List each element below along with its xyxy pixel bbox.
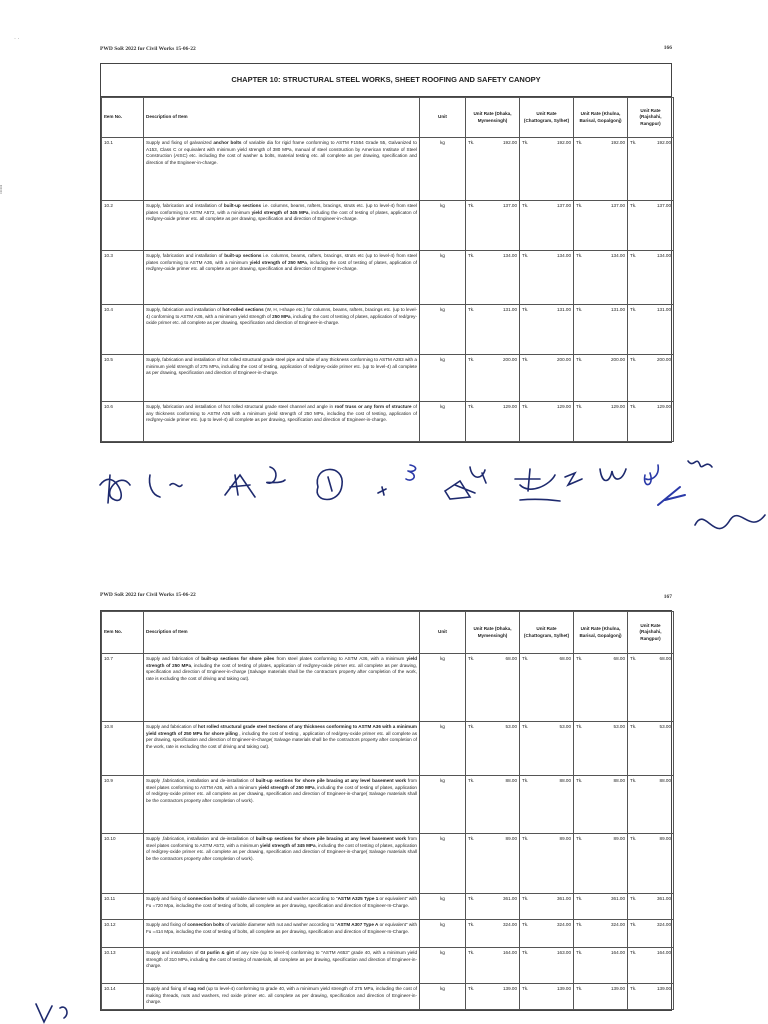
- item-description: [144, 920, 420, 948]
- currency-label: Tk.: [466, 984, 478, 1010]
- unit-rate: 139.00: [640, 984, 674, 1010]
- currency-label: Tk.: [628, 776, 640, 834]
- table-row: [102, 776, 674, 834]
- unit-rate: 68.00: [532, 654, 574, 722]
- desc-text: Supply and fabrication of: [146, 656, 202, 661]
- currency-label: Tk.: [574, 894, 586, 920]
- desc-text: Supply and installation of: [146, 950, 201, 955]
- desc-text: Supply and fixing of: [146, 896, 188, 901]
- item-description: [144, 722, 420, 776]
- item-number: 10.11: [102, 894, 144, 920]
- desc-text: Supply and fabrication of: [146, 724, 198, 729]
- desc-text: of any thickness conforming to ASTM A36 with a minimum yield strength of 250 MPa, including the cost of testing, application of red/grey-oxide primer etc. (up to level-4) all complete as per drawing, specification and direction of Engineer-in-charge.: [146, 404, 417, 423]
- currency-label: Tk.: [520, 948, 532, 984]
- currency-label: Tk.: [466, 305, 478, 355]
- desc-text: Supply, fabrication and installation of: [146, 203, 224, 208]
- item-number: 10.12: [102, 920, 144, 948]
- item-number: 10.2: [102, 201, 144, 251]
- col-rate-khulna: Unit Rate (Khulna, Barisal, Gopalgonj): [574, 98, 628, 138]
- desc-text: from steel plates conforming to ASTM A572, with a minimum: [146, 836, 417, 848]
- currency-label: Tk.: [574, 722, 586, 776]
- currency-label: Tk.: [520, 654, 532, 722]
- col-description: Description of Item: [144, 98, 420, 138]
- desc-text: i.e. columns, beams, rafters, bracings, struts etc. (up to level-4) from steel plates conforming to ASTM A572, with a minimum: [146, 203, 417, 215]
- currency-label: Tk.: [574, 251, 586, 305]
- unit-rate: 131.00: [640, 305, 674, 355]
- currency-label: Tk.: [520, 355, 532, 402]
- desc-text: , including the cost of testing of plates, application of red/grey-oxide primer etc. all complete as per drawing, specification and direction of Engineer-in-charge( Salvage materials shall be the contractors property after completion of work).: [146, 842, 417, 861]
- unit-rate: 200.00: [586, 355, 628, 402]
- unit-rate: 164.00: [586, 948, 628, 984]
- desc-text: , including the cost of testing of plates, application of red/grey-oxide primer etc. all complete as per drawing, specification and direction of Engineer-in-charge( Salvage materials shall be the contractors property after completion of work).: [146, 784, 417, 803]
- unit-rate: 129.00: [586, 402, 628, 442]
- currency-label: Tk.: [520, 776, 532, 834]
- item-description: [144, 355, 420, 402]
- col-rate-chattogram: Unit Rate (Chattogram, Sylhet): [520, 98, 574, 138]
- unit-rate: 53.00: [478, 722, 520, 776]
- unit-rate: 192.00: [478, 138, 520, 201]
- desc-bold: hot rolled structural grade steel Sections of any thickness conforming to ASTM A36 with a minimum yield strength of 250 MPa for shore piling: [146, 724, 417, 736]
- item-description: [144, 201, 420, 251]
- col-rate-dhaka: Unit Rate (Dhaka, Mymensingh): [466, 612, 520, 654]
- currency-label: Tk.: [628, 722, 640, 776]
- desc-text: of variable dia for rigid frame conforming to ASTM F1554 Grade 55, Galvanized to A153, Class C or equivalent with minimum yield strength of 380 MPa, manual of steel construction by American Institute of Steel Construction (AISC) etc. including the cost of washer & bolts, material testing etc. all complete as per drawing, specification and direction of the Engineer-in-charge.: [146, 140, 417, 165]
- desc-text: i.e. columns, beams, rafters, bracings, struts etc (up to level-4) from steel plates conforming to ASTM A36, with a minimum: [146, 253, 418, 265]
- col-unit: Unit: [420, 612, 466, 654]
- rate-table: [101, 611, 674, 1010]
- currency-label: Tk.: [466, 251, 478, 305]
- desc-text: , including the cost of testing of plates, application of red/grey-oxide primer etc. all complete as per drawing, specification and direction of Engineer-in-charge.: [146, 313, 417, 326]
- item-unit: kg: [420, 894, 466, 920]
- schedule-table-frame: [100, 63, 672, 443]
- table-row: [102, 355, 674, 402]
- currency-label: Tk.: [520, 201, 532, 251]
- item-unit: kg: [420, 654, 466, 722]
- currency-label: Tk.: [628, 894, 640, 920]
- desc-bold: anchor bolts: [213, 140, 242, 145]
- desc-bold: yield strength of 345 MPa: [251, 209, 309, 215]
- item-unit: kg: [420, 984, 466, 1010]
- unit-rate: 324.00: [532, 920, 574, 948]
- desc-text: of variable diameter with nut and washer according to ": [224, 922, 338, 927]
- currency-label: Tk.: [520, 834, 532, 894]
- scan-edge-mark: ⸽: [0, 185, 3, 194]
- item-description: [144, 834, 420, 894]
- unit-rate: 88.00: [640, 776, 674, 834]
- unit-rate: 131.00: [478, 305, 520, 355]
- rate-table: [101, 97, 674, 442]
- currency-label: Tk.: [466, 948, 478, 984]
- col-rate-chattogram: Unit Rate (Chattogram, Sylhet): [520, 612, 574, 654]
- desc-text: Supply and fixing of: [146, 986, 189, 991]
- item-unit: kg: [420, 201, 466, 251]
- signatures: [90, 455, 768, 560]
- desc-bold: connection bolts: [187, 922, 225, 927]
- unit-rate: 68.00: [640, 654, 674, 722]
- currency-label: Tk.: [628, 355, 640, 402]
- unit-rate: 192.00: [640, 138, 674, 201]
- desc-text: (W, H, I-shape etc.) for columns, beams, rafters, bracings etc. (up to level-4) conforming to ASTM A36, with a minimum yield strength of: [146, 307, 418, 319]
- currency-label: Tk.: [628, 948, 640, 984]
- desc-bold: built-up sections for shore piles: [201, 656, 275, 661]
- unit-rate: 137.00: [478, 201, 520, 251]
- col-rate-rajshahi: Unit Rate (Rajshahi, Rangpur): [628, 98, 674, 138]
- unit-rate: 139.00: [478, 984, 520, 1010]
- unit-rate: 200.00: [532, 355, 574, 402]
- unit-rate: 89.00: [532, 834, 574, 894]
- currency-label: Tk.: [466, 920, 478, 948]
- unit-rate: 192.00: [586, 138, 628, 201]
- page-number: 166: [663, 45, 672, 51]
- desc-text: Supply, fabrication and installation of hot rolled structural grade steel pipe and tube of any thickness conforming to ASTM A283 with a minimum yield strength of 275 MPa, including the cost of testing, application of red/grey-oxide primer etc. (up to level-4) all complete as per drawing, specification and direction of Engineer-in-charge.: [146, 357, 417, 376]
- currency-label: Tk.: [466, 654, 478, 722]
- desc-bold: connection bolts: [187, 896, 225, 901]
- unit-rate: 88.00: [586, 776, 628, 834]
- item-description: [144, 402, 420, 442]
- desc-text: of variable diameter with nut and washer according to ": [224, 896, 338, 901]
- currency-label: Tk.: [574, 920, 586, 948]
- currency-label: Tk.: [628, 654, 640, 722]
- desc-text: or equivalent" with Fu =720 Mpa, including the cost of testing of bolts, all complete as per drawing, specification and direction of Engineer-In-Charge.: [146, 896, 417, 908]
- currency-label: Tk.: [520, 138, 532, 201]
- currency-label: Tk.: [466, 355, 478, 402]
- col-rate-khulna: Unit Rate (Khulna, Barisal, Gopalgonj): [574, 612, 628, 654]
- currency-label: Tk.: [628, 201, 640, 251]
- unit-rate: 89.00: [478, 834, 520, 894]
- item-number: 10.1: [102, 138, 144, 201]
- currency-label: Tk.: [628, 984, 640, 1010]
- currency-label: Tk.: [574, 948, 586, 984]
- desc-bold: built-up sections: [224, 253, 262, 258]
- item-number: 10.8: [102, 722, 144, 776]
- col-unit: Unit: [420, 98, 466, 138]
- currency-label: Tk.: [628, 834, 640, 894]
- unit-rate: 129.00: [478, 402, 520, 442]
- unit-rate: 134.00: [640, 251, 674, 305]
- table-row: [102, 984, 674, 1010]
- desc-text: (up to level-4) conforming to grade 40, with a minimum yield strength of 275 MPa, including the cost of making threads, nuts and washers, red oxide primer etc. all complete as per drawing, specification and direction of Engineer-in-charge.: [146, 986, 417, 1005]
- item-unit: kg: [420, 722, 466, 776]
- currency-label: Tk.: [574, 305, 586, 355]
- unit-rate: 324.00: [478, 920, 520, 948]
- currency-label: Tk.: [466, 894, 478, 920]
- unit-rate: 164.00: [640, 948, 674, 984]
- table-row: [102, 948, 674, 984]
- table-header-row: [102, 612, 674, 654]
- desc-text: Supply ,fabrication, installation and de-installation of: [146, 836, 256, 841]
- unit-rate: 89.00: [586, 834, 628, 894]
- table-header-row: [102, 98, 674, 138]
- desc-bold: ASTM A325 Type 1: [337, 896, 379, 901]
- currency-label: Tk.: [628, 251, 640, 305]
- unit-rate: 137.00: [640, 201, 674, 251]
- desc-bold: ASTM A307 Type A: [337, 922, 379, 927]
- item-description: [144, 776, 420, 834]
- desc-text: Supply, fabrication and installation of: [146, 253, 225, 258]
- col-rate-rajshahi: Unit Rate (Rajshahi, Rangpur): [628, 612, 674, 654]
- signature-mark-bottom: [30, 1000, 100, 1024]
- unit-rate: 163.00: [532, 948, 574, 984]
- desc-text: or equivalent" with Fu =414 Mpa, including the cost of testing of bolts, all complete as per drawing, specification and direction of Engineer-In-Charge.: [146, 922, 418, 934]
- unit-rate: 88.00: [532, 776, 574, 834]
- scan-speck: · ·: [14, 36, 20, 42]
- desc-bold: GI purlin & girt: [200, 950, 234, 955]
- currency-label: Tk.: [628, 305, 640, 355]
- desc-bold: yield strength of 250 MPa: [258, 784, 315, 790]
- desc-bold: built-up sections: [223, 203, 262, 208]
- item-number: 10.7: [102, 654, 144, 722]
- unit-rate: 134.00: [532, 251, 574, 305]
- desc-text: , including the cost of testing , application of red/grey-oxide primer etc. all complete as per drawing, specification and direction of Engineer-in-charge( Salvage materials shall be the contractors property after completion of the work, rate is excluding the cost of driving and taking out).: [146, 730, 417, 749]
- currency-label: Tk.: [520, 251, 532, 305]
- currency-label: Tk.: [520, 722, 532, 776]
- table-row: [102, 654, 674, 722]
- currency-label: Tk.: [574, 654, 586, 722]
- unit-rate: 137.00: [586, 201, 628, 251]
- item-description: [144, 984, 420, 1010]
- table-row: [102, 834, 674, 894]
- currency-label: Tk.: [520, 305, 532, 355]
- item-number: 10.9: [102, 776, 144, 834]
- unit-rate: 68.00: [586, 654, 628, 722]
- currency-label: Tk.: [628, 920, 640, 948]
- currency-label: Tk.: [466, 722, 478, 776]
- unit-rate: 324.00: [586, 920, 628, 948]
- unit-rate: 361.00: [586, 894, 628, 920]
- unit-rate: 131.00: [586, 305, 628, 355]
- desc-text: Supply, fabrication and installation of hot rolled structural grade steel channel and angle in: [146, 404, 335, 409]
- desc-text: of any size (up to level-4) conforming to "ASTM A653" grade 40, with a minimum yield strength of 310 MPa, including the cost of testing of materials, all complete as per drawing, specification and direction of Engineer-in-charge.: [146, 950, 417, 969]
- desc-text: Supply, fabrication and installation of: [146, 307, 223, 312]
- item-number: 10.6: [102, 402, 144, 442]
- table-row: [102, 138, 674, 201]
- col-item-no: Item No.: [102, 612, 144, 654]
- item-unit: kg: [420, 251, 466, 305]
- item-unit: kg: [420, 834, 466, 894]
- currency-label: Tk.: [520, 920, 532, 948]
- unit-rate: 129.00: [640, 402, 674, 442]
- item-unit: kg: [420, 776, 466, 834]
- unit-rate: 53.00: [532, 722, 574, 776]
- item-description: [144, 654, 420, 722]
- item-number: 10.3: [102, 251, 144, 305]
- currency-label: Tk.: [628, 402, 640, 442]
- page-number: 167: [663, 594, 672, 600]
- item-number: 10.5: [102, 355, 144, 402]
- desc-text: , including the cost of testing of plates, application of red/grey-oxide primer etc. all complete as per drawing, specification and direction of Engineer-in-charge.: [146, 259, 418, 272]
- item-description: [144, 138, 420, 201]
- chapter-title: CHAPTER 10: STRUCTURAL STEEL WORKS, SHEET ROOFING AND SAFETY CANOPY: [101, 64, 671, 97]
- desc-bold: hot-rolled sections: [222, 307, 264, 312]
- desc-text: Supply ,fabrication, installation and de-installation of: [146, 778, 256, 783]
- col-item-no: Item No.: [102, 98, 144, 138]
- item-unit: kg: [420, 402, 466, 442]
- item-number: 10.13: [102, 948, 144, 984]
- unit-rate: 324.00: [640, 920, 674, 948]
- unit-rate: 361.00: [640, 894, 674, 920]
- unit-rate: 137.00: [532, 201, 574, 251]
- currency-label: Tk.: [466, 834, 478, 894]
- unit-rate: 134.00: [478, 251, 520, 305]
- unit-rate: 139.00: [586, 984, 628, 1010]
- desc-bold: yield strength of 250 MPa: [146, 656, 417, 668]
- currency-label: Tk.: [520, 402, 532, 442]
- item-unit: kg: [420, 355, 466, 402]
- unit-rate: 131.00: [532, 305, 574, 355]
- currency-label: Tk.: [520, 894, 532, 920]
- item-description: [144, 305, 420, 355]
- desc-text: from steel plates conforming to ASTM A36, with a minimum: [274, 656, 407, 661]
- unit-rate: 88.00: [478, 776, 520, 834]
- unit-rate: 139.00: [532, 984, 574, 1010]
- currency-label: Tk.: [466, 402, 478, 442]
- desc-text: Supply and fixing of: [146, 922, 188, 927]
- desc-bold: yield strength of 250 MPa: [249, 259, 307, 265]
- page-header-left: PWD SoR 2022 for Civil Works 15-06-22: [100, 46, 196, 52]
- table-row: [102, 251, 674, 305]
- table-row: [102, 402, 674, 442]
- item-description: [144, 948, 420, 984]
- currency-label: Tk.: [574, 776, 586, 834]
- item-number: 10.14: [102, 984, 144, 1010]
- table-row: [102, 894, 674, 920]
- unit-rate: 134.00: [586, 251, 628, 305]
- page-header-left: PWD SoR 2022 for Civil Works 15-06-22: [100, 592, 196, 598]
- desc-text: Supply and fixing of galvanized: [146, 140, 214, 145]
- col-description: Description of Item: [144, 612, 420, 654]
- table-row: [102, 920, 674, 948]
- item-unit: kg: [420, 305, 466, 355]
- signature-mark: [100, 475, 130, 503]
- desc-text: , including the cost of testing of plates, applicaton of red/grey-oxide primer etc. all complete as per drawing, specification and direction of Engineer-in-charge.: [146, 209, 417, 222]
- currency-label: Tk.: [466, 138, 478, 201]
- table-row: [102, 305, 674, 355]
- unit-rate: 53.00: [586, 722, 628, 776]
- unit-rate: 164.00: [478, 948, 520, 984]
- page-167: [0, 580, 768, 1024]
- currency-label: Tk.: [466, 776, 478, 834]
- desc-bold: yield strength of 345 MPa: [259, 842, 316, 848]
- currency-label: Tk.: [574, 402, 586, 442]
- currency-label: Tk.: [466, 201, 478, 251]
- currency-label: Tk.: [628, 138, 640, 201]
- schedule-table-frame: [100, 610, 672, 1011]
- unit-rate: 129.00: [532, 402, 574, 442]
- item-description: [144, 251, 420, 305]
- unit-rate: 53.00: [640, 722, 674, 776]
- currency-label: Tk.: [520, 984, 532, 1010]
- unit-rate: 361.00: [532, 894, 574, 920]
- unit-rate: 68.00: [478, 654, 520, 722]
- currency-label: Tk.: [574, 984, 586, 1010]
- desc-bold: sag rod: [188, 986, 205, 991]
- table-row: [102, 201, 674, 251]
- unit-rate: 200.00: [640, 355, 674, 402]
- currency-label: Tk.: [574, 355, 586, 402]
- unit-rate: 200.00: [478, 355, 520, 402]
- item-description: [144, 894, 420, 920]
- desc-text: from steel plates conforming to ASTM A36, with a minimum: [146, 778, 417, 790]
- unit-rate: 361.00: [478, 894, 520, 920]
- desc-bold: roof truss or any form of structure: [334, 404, 412, 409]
- desc-bold: built-up sections for shore pile bracing at any level basement work: [255, 836, 407, 841]
- item-unit: kg: [420, 920, 466, 948]
- currency-label: Tk.: [574, 138, 586, 201]
- desc-text: , including the cost of testing of plates, application of red/grey-oxide primer etc. all complete as per drawing, specification and direction of Engineer-in-charge (Salvage materials shall be the contractors property after completion of the work, rate is excluding the cost of driving and taking out).: [146, 662, 417, 681]
- table-row: [102, 722, 674, 776]
- item-number: 10.10: [102, 834, 144, 894]
- unit-rate: 89.00: [640, 834, 674, 894]
- desc-bold: built-up sections for shore pile bracing at any level basement work: [255, 778, 407, 783]
- item-unit: kg: [420, 138, 466, 201]
- col-rate-dhaka: Unit Rate (Dhaka, Mymensingh): [466, 98, 520, 138]
- currency-label: Tk.: [574, 201, 586, 251]
- currency-label: Tk.: [574, 834, 586, 894]
- item-number: 10.4: [102, 305, 144, 355]
- desc-bold: 250 MPa: [272, 313, 291, 319]
- item-unit: kg: [420, 948, 466, 984]
- unit-rate: 192.00: [532, 138, 574, 201]
